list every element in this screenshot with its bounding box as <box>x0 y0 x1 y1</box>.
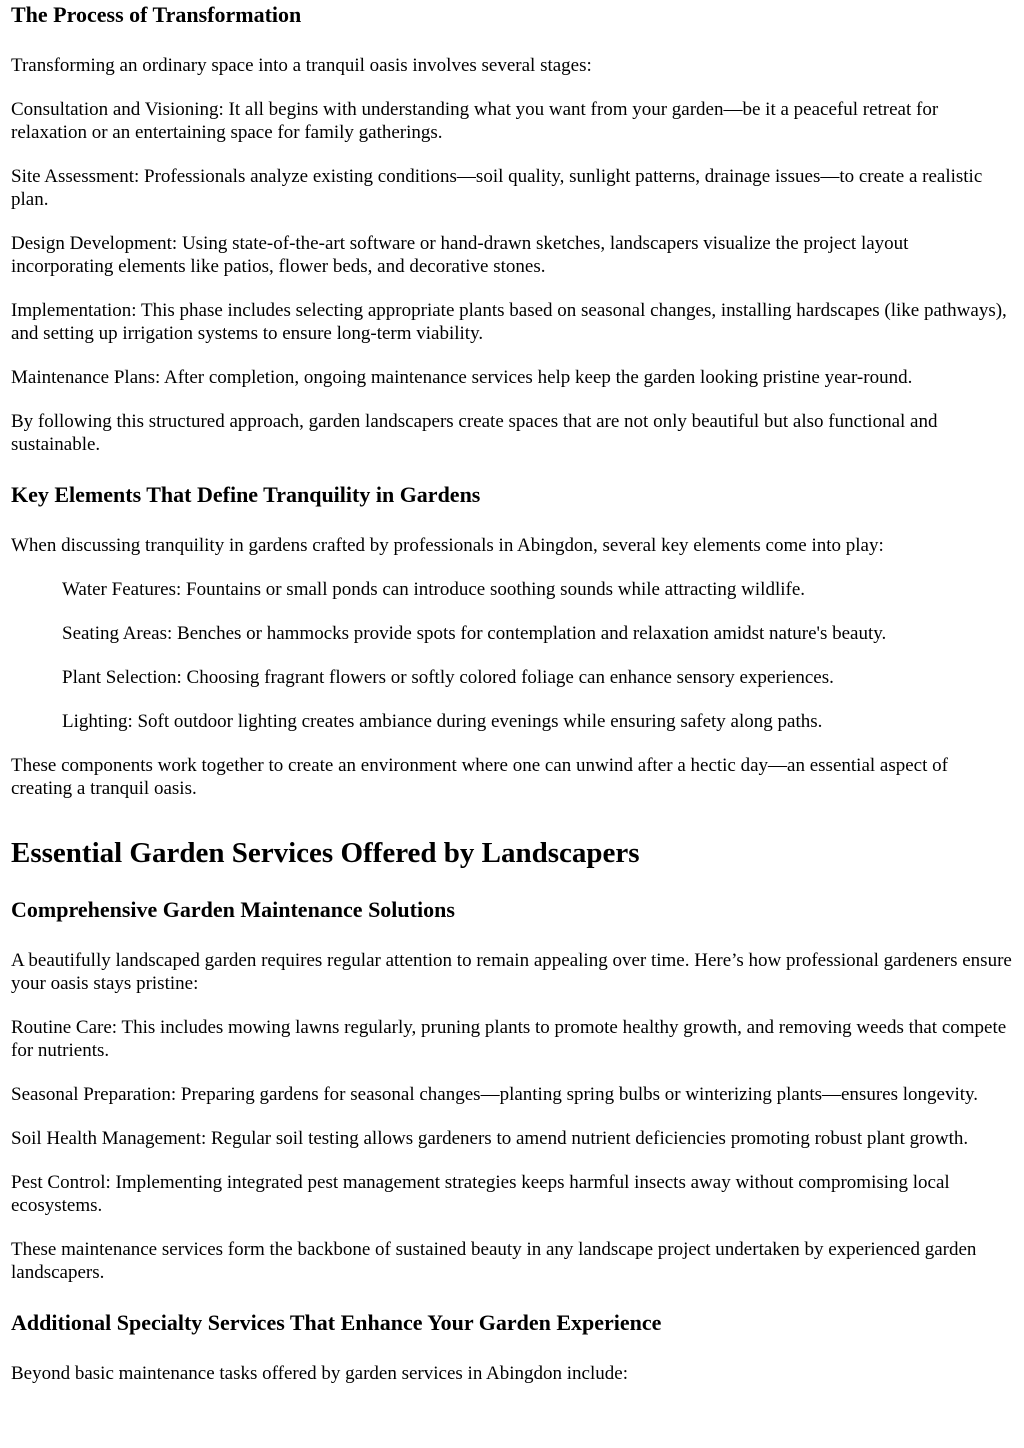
article-body <box>0 2 1024 1385</box>
section-heading-specialty: Additional Specialty Services That Enhance Your Garden Experience <box>11 1310 662 1335</box>
process-step-implementation: Implementation: This phase includes selecting appropriate plants based on seasonal changes, installing hardscapes (like pathways), and setting up irrigation systems to ensure long-term viability. <box>11 300 1007 344</box>
key-elements-conclusion: These components work together to create an environment where one can unwind after a hectic day—an essential aspect of creating a tranquil oasis. <box>11 755 948 799</box>
maintenance-seasonal: Seasonal Preparation: Preparing gardens for seasonal changes—planting spring bulbs or winterizing plants—ensures longevity. <box>11 1084 979 1105</box>
maintenance-soil-health: Soil Health Management: Regular soil testing allows gardeners to amend nutrient deficiencies promoting robust plant growth. <box>11 1128 969 1149</box>
process-conclusion: By following this structured approach, garden landscapers create spaces that are not only beautiful but also functional and sustainable. <box>11 411 938 455</box>
process-step-design: Design Development: Using state-of-the-art software or hand-drawn sketches, landscapers visualize the project layout incorporating elements like patios, flower beds, and decorative stones. <box>11 233 909 277</box>
process-step-consultation: Consultation and Visioning: It all begins with understanding what you want from your garden—be it a peaceful retreat for relaxation or an entertaining space for family gatherings. <box>11 99 939 143</box>
key-elements-intro: When discussing tranquility in gardens crafted by professionals in Abingdon, several key elements come into play: <box>11 535 884 556</box>
maintenance-pest-control: Pest Control: Implementing integrated pest management strategies keeps harmful insects away without compromising local ecosystems. <box>11 1172 950 1216</box>
maintenance-intro: A beautifully landscaped garden requires regular attention to remain appealing over time. Here’s how professional gardeners ensure your oasis stays pristine: <box>11 950 1012 994</box>
key-element-seating: Seating Areas: Benches or hammocks provide spots for contemplation and relaxation amidst nature's beauty. <box>62 623 887 644</box>
section-heading-maintenance: Comprehensive Garden Maintenance Solutions <box>11 897 455 922</box>
process-step-site-assessment: Site Assessment: Professionals analyze existing conditions—soil quality, sunlight patterns, drainage issues—to create a realistic plan. <box>11 166 983 210</box>
maintenance-conclusion: These maintenance services form the backbone of sustained beauty in any landscape project undertaken by experienced garden landscapers. <box>11 1239 977 1283</box>
key-element-plants: Plant Selection: Choosing fragrant flowers or softly colored foliage can enhance sensory experiences. <box>62 667 834 688</box>
key-element-water: Water Features: Fountains or small ponds can introduce soothing sounds while attracting wildlife. <box>62 579 806 600</box>
specialty-intro: Beyond basic maintenance tasks offered by garden services in Abingdon include: <box>11 1363 628 1384</box>
section-heading-process: The Process of Transformation <box>11 2 302 27</box>
section-heading-services: Essential Garden Services Offered by Landscapers <box>11 837 640 869</box>
section-heading-key-elements: Key Elements That Define Tranquility in Gardens <box>11 482 481 507</box>
maintenance-routine-care: Routine Care: This includes mowing lawns regularly, pruning plants to promote healthy growth, and removing weeds that compete for nutrients. <box>11 1017 1007 1061</box>
process-intro: Transforming an ordinary space into a tranquil oasis involves several stages: <box>11 55 592 76</box>
process-step-maintenance: Maintenance Plans: After completion, ongoing maintenance services help keep the garden looking pristine year-round. <box>11 367 913 388</box>
key-element-lighting: Lighting: Soft outdoor lighting creates ambiance during evenings while ensuring safety along paths. <box>62 711 823 732</box>
